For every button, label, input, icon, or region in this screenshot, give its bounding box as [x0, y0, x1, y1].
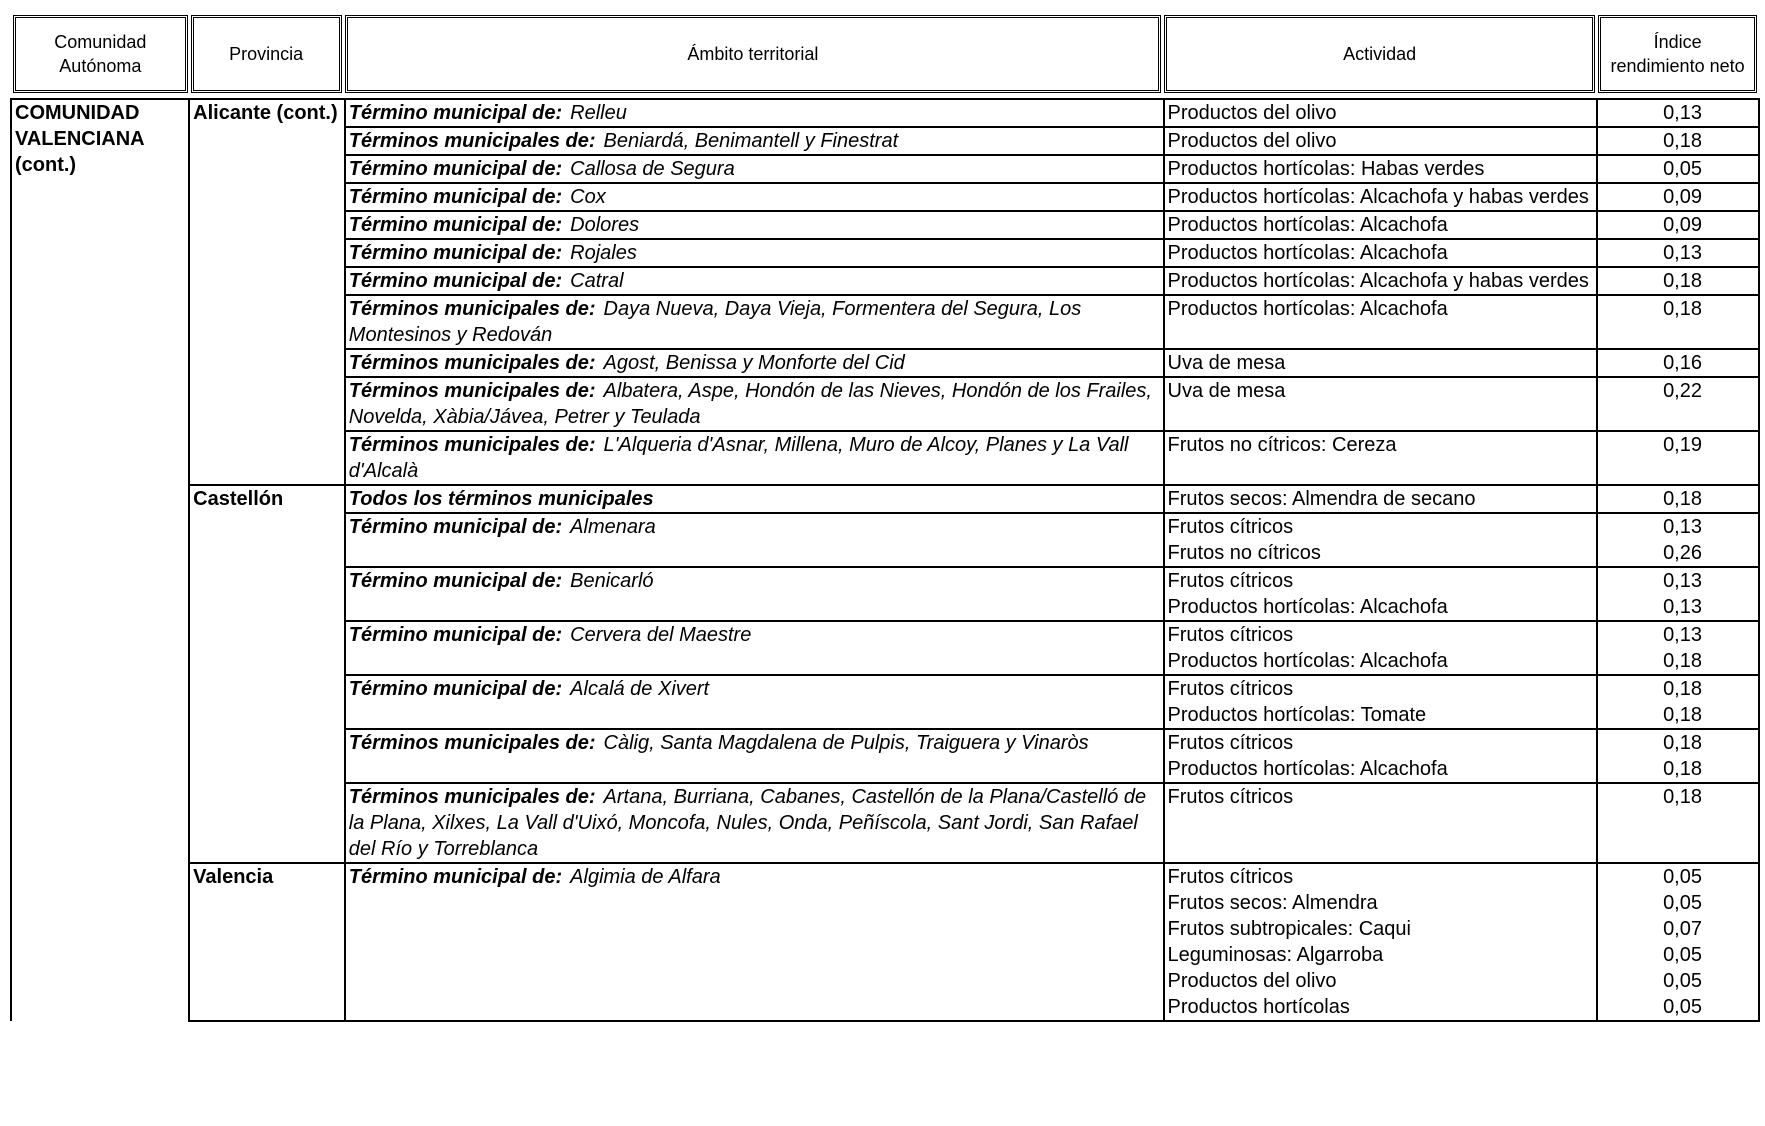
ambito-cell [345, 127, 1164, 155]
actividad-cell [1164, 729, 1597, 783]
indice-value: 0,18 [1663, 678, 1702, 700]
ambito-cell [345, 377, 1164, 431]
actividad-cell [1164, 267, 1597, 295]
provincia-cell: Castellón [189, 485, 345, 863]
indice-cell [1597, 431, 1759, 485]
comunidad-cell: COMUNIDAD VALENCIANA (cont.) [11, 99, 189, 1021]
indice-value: 0,26 [1663, 542, 1702, 564]
ambito-place: Almenara [570, 516, 656, 538]
ambito-prefix: Término municipal de: [348, 570, 563, 592]
header-ambito: Ámbito territorial [345, 15, 1162, 93]
indice-value: 0,13 [1663, 624, 1702, 646]
ambito-place: Daya Nueva, Daya Vieja, Formentera del Segura, Los Montesinos y Redován [348, 298, 1082, 346]
indice-cell [1597, 295, 1759, 349]
ambito-cell [345, 267, 1164, 295]
ambito-cell [345, 211, 1164, 239]
actividad-text: Leguminosas: Algarroba [1167, 944, 1384, 966]
actividad-cell [1164, 513, 1597, 567]
ambito-prefix: Término municipal de: [348, 866, 563, 888]
actividad-cell [1164, 783, 1597, 863]
ambito-cell [345, 99, 1164, 127]
indice-value: 0,18 [1663, 732, 1702, 754]
actividad-text: Frutos cítricos [1167, 786, 1294, 808]
ambito-prefix: Término municipal de: [348, 214, 563, 236]
header-actividad: Actividad [1164, 15, 1595, 93]
ambito-place: Dolores [570, 214, 640, 236]
indice-value: 0,05 [1663, 970, 1702, 992]
ambito-cell [345, 183, 1164, 211]
indice-cell [1597, 863, 1759, 1021]
indice-value: 0,18 [1663, 270, 1702, 292]
ambito-prefix: Término municipal de: [348, 624, 563, 646]
ambito-prefix: Término municipal de: [348, 186, 563, 208]
actividad-text: Frutos secos: Almendra [1167, 892, 1378, 914]
indice-value: 0,18 [1663, 704, 1702, 726]
indice-value: 0,09 [1663, 214, 1702, 236]
ambito-place: Benicarló [570, 570, 654, 592]
indice-value: 0,16 [1663, 352, 1702, 374]
ambito-cell [345, 485, 1164, 513]
ambito-cell [345, 155, 1164, 183]
ambito-prefix: Término municipal de: [348, 102, 563, 124]
indice-cell [1597, 783, 1759, 863]
ambito-prefix: Término municipal de: [348, 158, 563, 180]
actividad-text: Productos hortícolas: Alcachofa [1167, 596, 1448, 618]
ambito-cell [345, 349, 1164, 377]
actividad-text: Productos hortícolas: Alcachofa [1167, 758, 1448, 780]
table-row [11, 485, 1759, 513]
actividad-text: Frutos cítricos [1167, 732, 1294, 754]
ambito-cell [345, 431, 1164, 485]
actividad-cell [1164, 567, 1597, 621]
indice-value: 0,19 [1663, 434, 1702, 456]
actividad-cell [1164, 183, 1597, 211]
actividad-text: Productos hortícolas: Habas verdes [1167, 158, 1485, 180]
ambito-prefix: Términos municipales de: [348, 130, 596, 152]
ambito-place: Cox [570, 186, 606, 208]
actividad-cell [1164, 349, 1597, 377]
actividad-text: Productos hortícolas [1167, 996, 1350, 1018]
ambito-place: Artana, Burriana, Cabanes, Castellón de la Plana/Castelló de la Plana, Xilxes, La Vall d'Uixó, Moncofa, Nules, Onda, Peñíscola, Sant Jordi, San Rafael del Río y Torreblanca [348, 786, 1147, 860]
actividad-text: Productos del olivo [1167, 130, 1337, 152]
provincia-cell: Valencia [189, 863, 345, 1021]
actividad-text: Frutos cítricos [1167, 570, 1294, 592]
actividad-cell [1164, 621, 1597, 675]
header-indice: Índice rendimiento neto [1598, 15, 1757, 93]
ambito-place: Algimia de Alfara [570, 866, 721, 888]
actividad-cell [1164, 127, 1597, 155]
ambito-all-text: Todos los términos municipales [348, 488, 654, 510]
ambito-prefix: Término municipal de: [348, 270, 563, 292]
actividad-text: Productos hortícolas: Alcachofa y habas verdes [1167, 270, 1589, 292]
indice-cell [1597, 239, 1759, 267]
indice-cell [1597, 349, 1759, 377]
ambito-place: L'Alqueria d'Asnar, Millena, Muro de Alcoy, Planes y La Vall d'Alcalà [348, 434, 1129, 482]
actividad-text: Productos del olivo [1167, 102, 1337, 124]
ambito-cell [345, 729, 1164, 783]
actividad-text: Productos hortícolas: Alcachofa [1167, 650, 1448, 672]
indice-cell [1597, 211, 1759, 239]
indice-cell [1597, 267, 1759, 295]
indice-cell [1597, 621, 1759, 675]
actividad-text: Uva de mesa [1167, 380, 1286, 402]
indice-value: 0,18 [1663, 130, 1702, 152]
indice-value: 0,05 [1663, 158, 1702, 180]
ambito-place: Relleu [570, 102, 627, 124]
actividad-text: Productos hortícolas: Alcachofa [1167, 242, 1448, 264]
ambito-cell [345, 621, 1164, 675]
actividad-text: Frutos no cítricos: Cereza [1167, 434, 1397, 456]
ambito-place: Callosa de Segura [570, 158, 735, 180]
actividad-text: Frutos cítricos [1167, 624, 1294, 646]
indice-cell [1597, 729, 1759, 783]
ambito-cell [345, 513, 1164, 567]
indice-value: 0,13 [1663, 516, 1702, 538]
ambito-prefix: Término municipal de: [348, 678, 563, 700]
actividad-cell [1164, 377, 1597, 431]
ambito-prefix: Término municipal de: [348, 242, 563, 264]
indice-value: 0,18 [1663, 650, 1702, 672]
ambito-cell [345, 567, 1164, 621]
actividad-text: Frutos subtropicales: Caqui [1167, 918, 1411, 940]
indice-cell [1597, 675, 1759, 729]
indice-cell [1597, 513, 1759, 567]
actividad-text: Productos del olivo [1167, 970, 1337, 992]
actividad-text: Productos hortícolas: Alcachofa [1167, 214, 1448, 236]
table-row [11, 863, 1759, 1021]
ambito-cell [345, 863, 1164, 1021]
indice-value: 0,18 [1663, 786, 1702, 808]
actividad-cell [1164, 431, 1597, 485]
ambito-place: Alcalá de Xivert [570, 678, 710, 700]
ambito-prefix: Términos municipales de: [348, 732, 596, 754]
indice-value: 0,05 [1663, 866, 1702, 888]
ambito-place: Albatera, Aspe, Hondón de las Nieves, Hondón de los Frailes, Novelda, Xàbia/Jávea, Petrer y Teulada [348, 380, 1152, 428]
indice-value: 0,07 [1663, 918, 1702, 940]
ambito-prefix: Términos municipales de: [348, 786, 596, 808]
actividad-text: Uva de mesa [1167, 352, 1286, 374]
actividad-text: Productos hortícolas: Alcachofa y habas verdes [1167, 186, 1589, 208]
ambito-place: Agost, Benissa y Monforte del Cid [603, 352, 905, 374]
indice-value: 0,22 [1663, 380, 1702, 402]
indice-cell [1597, 99, 1759, 127]
actividad-text: Frutos cítricos [1167, 866, 1294, 888]
indice-cell [1597, 567, 1759, 621]
ambito-place: Beniardá, Benimantell y Finestrat [603, 130, 899, 152]
actividad-cell [1164, 99, 1597, 127]
actividad-cell [1164, 155, 1597, 183]
ambito-prefix: Términos municipales de: [348, 298, 596, 320]
actividad-text: Frutos no cítricos [1167, 542, 1321, 564]
ambito-cell [345, 239, 1164, 267]
indice-cell [1597, 155, 1759, 183]
ambito-place: Catral [570, 270, 624, 292]
actividad-cell [1164, 239, 1597, 267]
indice-cell [1597, 183, 1759, 211]
indice-value: 0,18 [1663, 298, 1702, 320]
indice-value: 0,05 [1663, 996, 1702, 1018]
indice-value: 0,13 [1663, 242, 1702, 264]
actividad-cell [1164, 295, 1597, 349]
table-row [11, 99, 1759, 127]
ambito-cell [345, 295, 1164, 349]
actividad-text: Frutos secos: Almendra de secano [1167, 488, 1476, 510]
actividad-cell [1164, 211, 1597, 239]
actividad-text: Productos hortícolas: Tomate [1167, 704, 1427, 726]
actividad-text: Productos hortícolas: Alcachofa [1167, 298, 1448, 320]
ambito-prefix: Término municipal de: [348, 516, 563, 538]
ambito-place: Rojales [570, 242, 637, 264]
indice-cell [1597, 127, 1759, 155]
indice-value: 0,09 [1663, 186, 1702, 208]
table-header [10, 15, 1760, 93]
indice-value: 0,05 [1663, 944, 1702, 966]
ambito-cell [345, 783, 1164, 863]
indice-cell [1597, 485, 1759, 513]
data-table [10, 98, 1760, 1022]
header-comunidad: Comunidad Autónoma [13, 15, 188, 93]
ambito-prefix: Términos municipales de: [348, 434, 596, 456]
header-provincia: Provincia [191, 15, 342, 93]
indice-value: 0,05 [1663, 892, 1702, 914]
ambito-place: Càlig, Santa Magdalena de Pulpis, Traiguera y Vinaròs [603, 732, 1089, 754]
indice-value: 0,13 [1663, 102, 1702, 124]
indice-value: 0,18 [1663, 488, 1702, 510]
ambito-cell [345, 675, 1164, 729]
actividad-cell [1164, 863, 1597, 1021]
indice-value: 0,13 [1663, 596, 1702, 618]
actividad-cell [1164, 675, 1597, 729]
ambito-prefix: Términos municipales de: [348, 352, 596, 374]
actividad-cell [1164, 485, 1597, 513]
ambito-prefix: Términos municipales de: [348, 380, 596, 402]
provincia-cell: Alicante (cont.) [189, 99, 345, 485]
indice-cell [1597, 377, 1759, 431]
indice-value: 0,13 [1663, 570, 1702, 592]
ambito-place: Cervera del Maestre [570, 624, 752, 646]
actividad-text: Frutos cítricos [1167, 678, 1294, 700]
indice-value: 0,18 [1663, 758, 1702, 780]
actividad-text: Frutos cítricos [1167, 516, 1294, 538]
